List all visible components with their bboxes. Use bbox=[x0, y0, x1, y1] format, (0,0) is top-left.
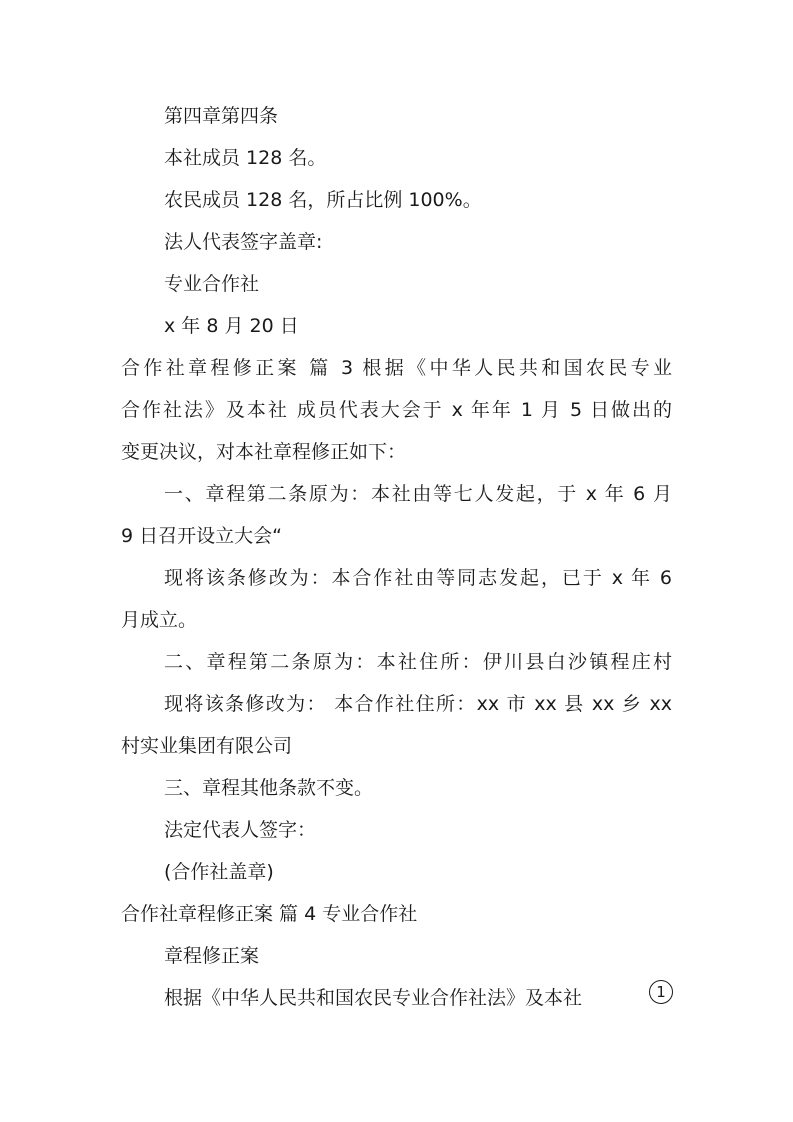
text-line: 合作社法》及本社 成员代表大会于 x 年年 1 月 5 日做出的 bbox=[121, 399, 672, 421]
text-line: 现将该条修改为：本合作社由等同志发起，已于 x 年 6 bbox=[164, 567, 672, 589]
text-line: 一、章程第二条原为：本社由等七人发起，于 x 年 6 月 bbox=[164, 483, 672, 505]
text-line: 二、章程第二条原为：本社住所：伊川县白沙镇程庄村 bbox=[164, 651, 672, 673]
text-line: 第四章第四条 bbox=[164, 105, 279, 127]
text-line: 本社成员 128 名。 bbox=[164, 147, 327, 169]
date-line: x 年 8 月 20 日 bbox=[164, 315, 299, 337]
text-line: 根据《中华人民共和国农民专业合作社法》及本社 bbox=[164, 987, 583, 1009]
text-line: 三、章程其他条款不变。 bbox=[164, 777, 374, 799]
text-line: 章程修正案 bbox=[164, 945, 260, 967]
text-line: (合作社盖章) bbox=[164, 861, 274, 883]
section-heading-3: 合作社章程修正案 篇 3 根据《中华人民共和国农民专业 bbox=[121, 357, 672, 379]
text-line: 专业合作社 bbox=[164, 273, 260, 295]
text-line: 法人代表签字盖章: bbox=[164, 231, 323, 253]
page-marker: 1 bbox=[649, 980, 673, 1004]
text-line: 村实业集团有限公司 bbox=[121, 735, 293, 757]
section-heading-4: 合作社章程修正案 篇 4 专业合作社 bbox=[121, 903, 418, 925]
text-line: 9 日召开设立大会“ bbox=[121, 525, 282, 547]
text-line: 变更决议，对本社章程修正如下： bbox=[121, 441, 407, 463]
text-line: 农民成员 128 名，所占比例 100%。 bbox=[164, 189, 482, 211]
text-line: 现将该条修改为： 本合作社住所：xx 市 xx 县 xx 乡 xx bbox=[164, 693, 672, 715]
text-line: 月成立。 bbox=[121, 609, 198, 631]
text-line: 法定代表人签字： bbox=[164, 819, 317, 841]
